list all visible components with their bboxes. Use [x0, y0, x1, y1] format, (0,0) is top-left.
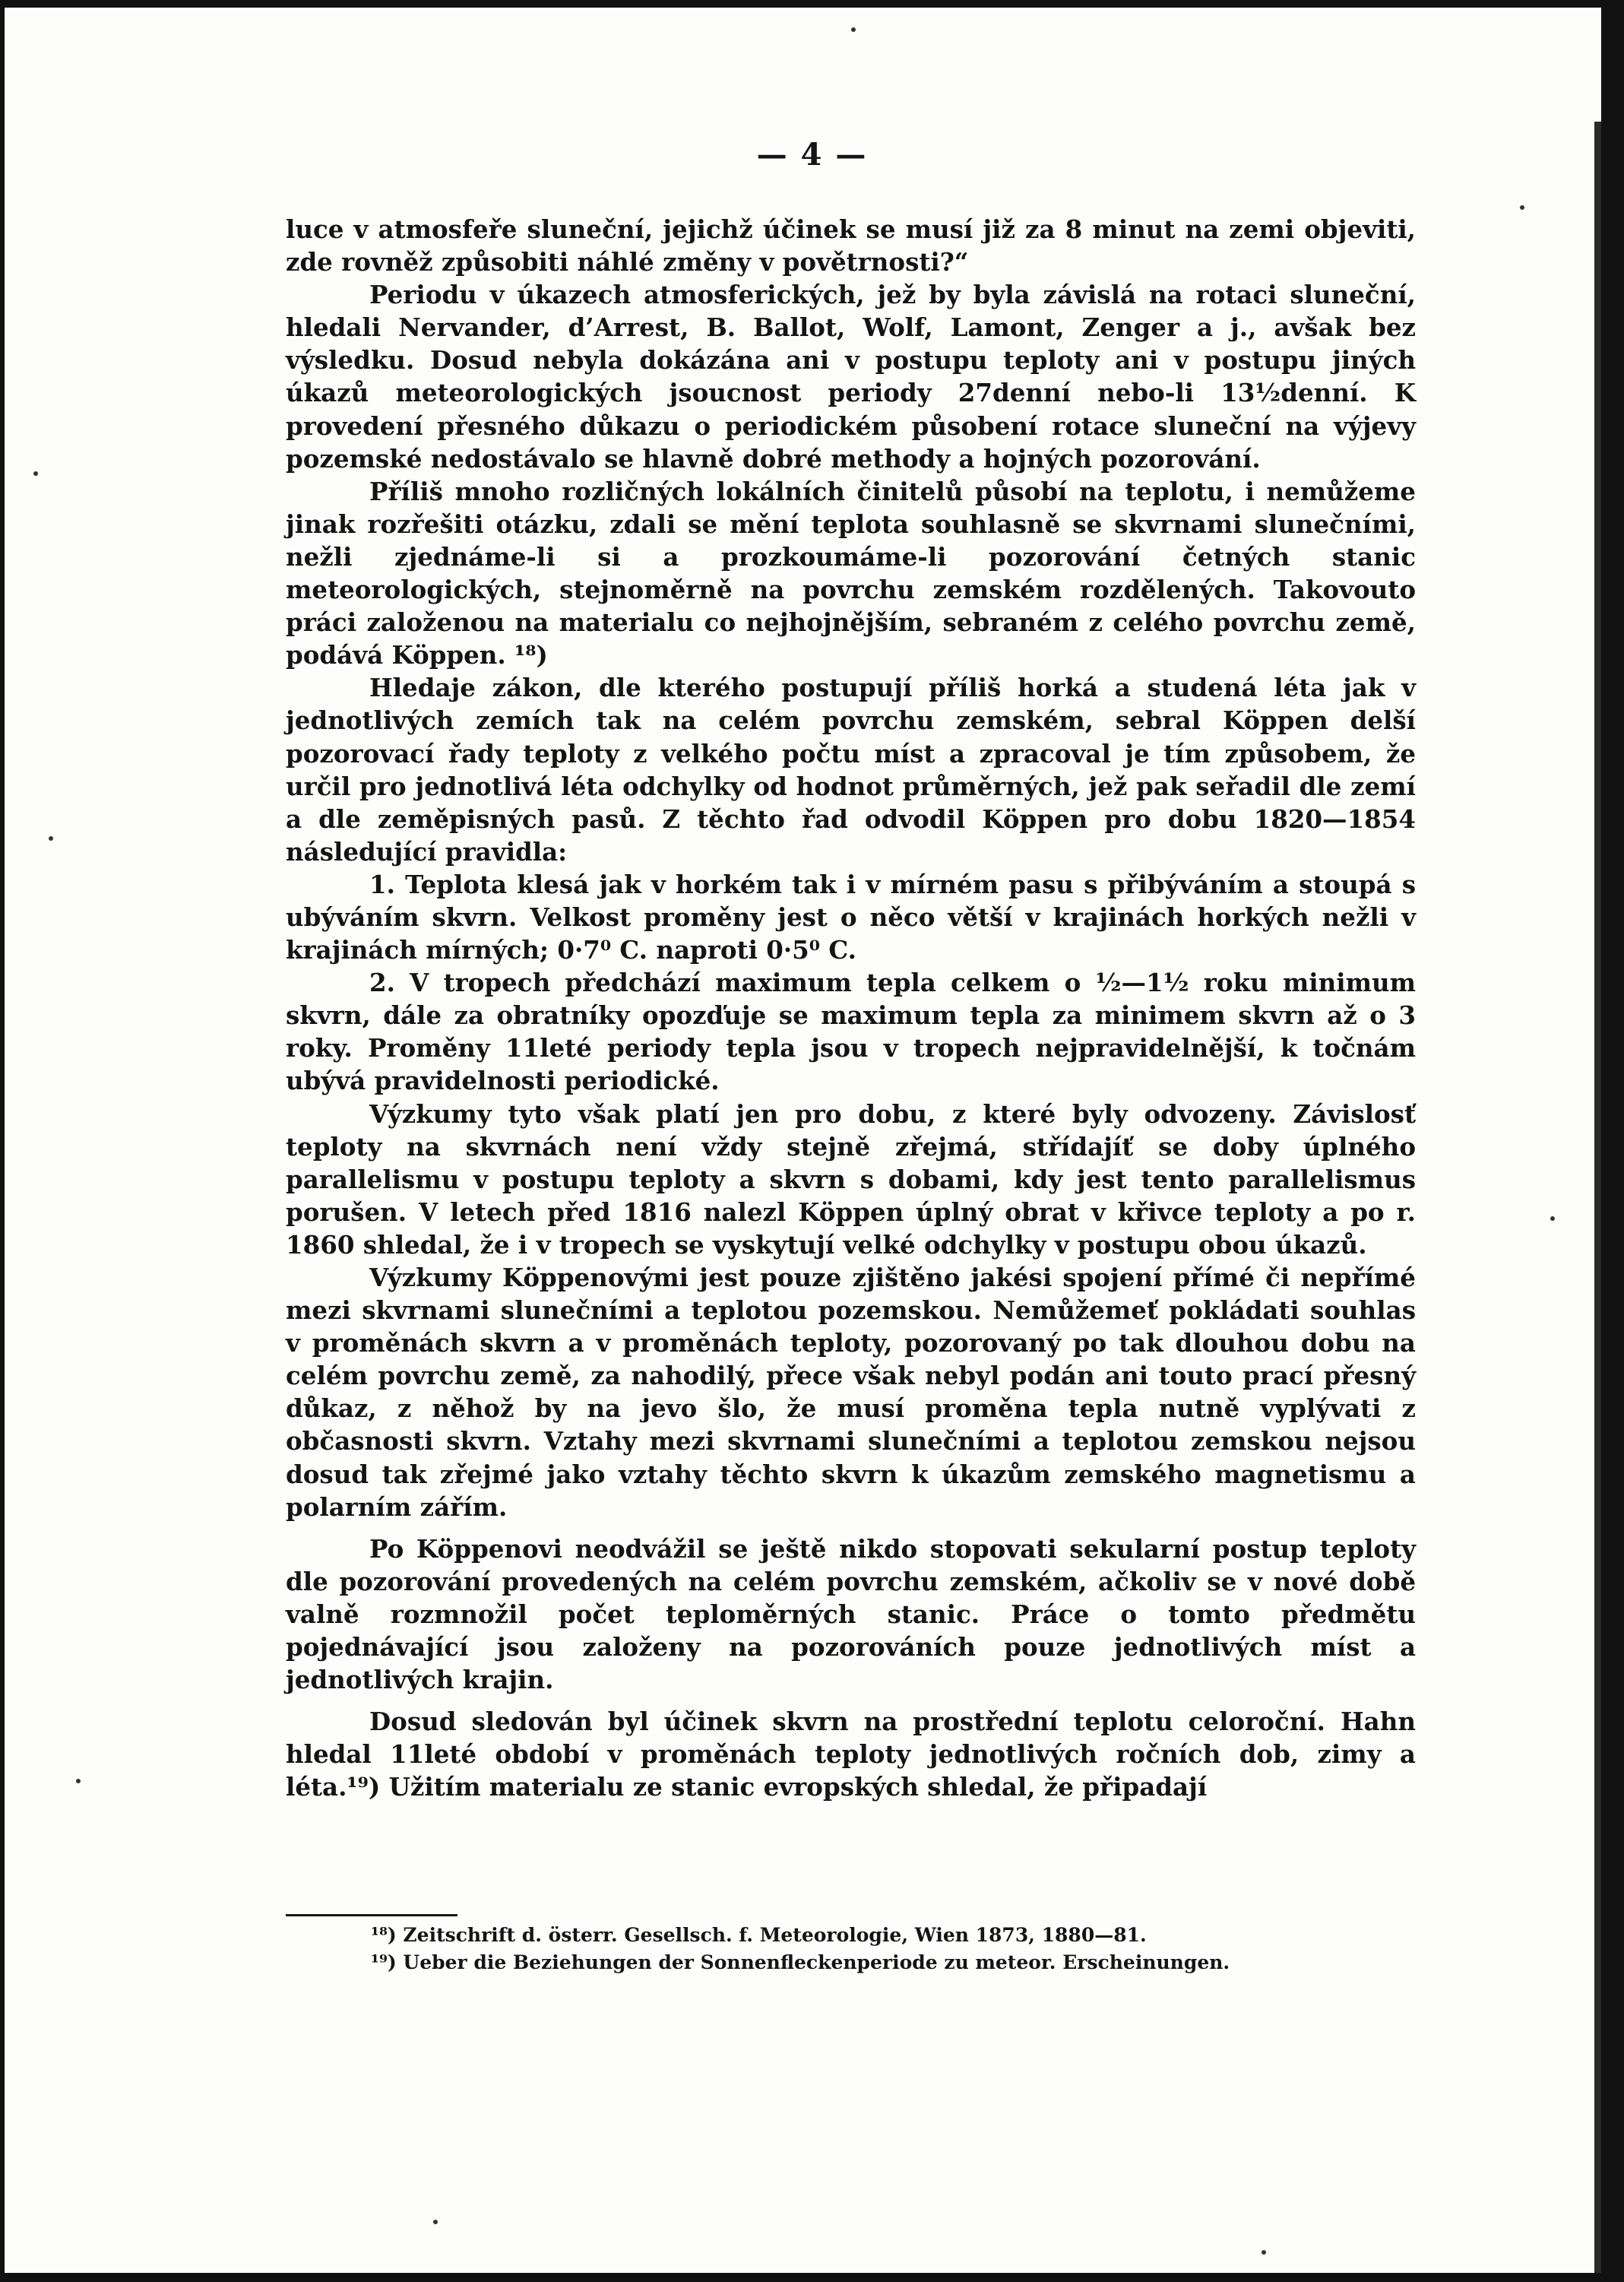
scan-speck: [1520, 205, 1524, 210]
rule-2: 2. V tropech předchází maximum tepla celkem o ½—1½ roku minimum skvrn, dále za obratníky opozďuje se maximum tepla za minimem skvrn až o 3 roky. Proměny 11leté periody tepla jsou v tropech nejpravidelnější, k točnám ubývá pravidelnosti periodické.: [286, 968, 1416, 1096]
body-text: [286, 213, 1416, 1804]
footnote-18: ¹⁸) Zeitschrift d. österr. Gesellsch. f. Meteorologie, Wien 1873, 1880—81.: [371, 1924, 1147, 1946]
scan-speck: [33, 471, 38, 476]
scan-border-right: [1601, 0, 1624, 2282]
paragraph-8: Dosud sledován byl účinek skvrn na prostřední teplotu celoroční. Hahn hledal 11leté období v proměnách teploty jednotlivých ročních dob, zimy a léta.¹⁹) Užitím materialu ze stanic evropských shledal, že připadají: [286, 1707, 1416, 1802]
paragraph-2: Periodu v úkazech atmosferických, jež by byla závislá na rotaci sluneční, hledali Nervander, d’Arrest, B. Ballot, Wolf, Lamont, Zenger a j., avšak bez výsledku. Dosud nebyla dokázána ani v postupu teploty ani v postupu jiných úkazů meteorologických jsoucnost periody 27denní nebo-li 13½denní. K provedení přesného důkazu o periodickém působení rotace sluneční na výjevy pozemské nedostávalo se hlavně dobré methody a hojných pozorování.: [286, 280, 1416, 474]
scan-border-bottom: [0, 2273, 1624, 2282]
scan-border-top: [0, 0, 1624, 8]
scan-speck: [433, 2220, 438, 2224]
scan-speck: [851, 27, 856, 32]
footnotes: [371, 1922, 1435, 1976]
scan-speck: [76, 1779, 81, 1783]
rule-1: 1. Teplota klesá jak v horkém tak i v mírném pasu s přibýváním a stoupá s ubýváním skvrn. Velkost proměny jest o něco větší v krajinách horkých nežli v krajinách mírných; 0·7⁰ C. naproti 0·5⁰ C.: [286, 869, 1416, 965]
scan-border-left: [0, 0, 5, 2282]
scan-border-right-shadow: [1594, 122, 1601, 2273]
footnote-divider: [286, 1914, 457, 1916]
scan-speck: [49, 836, 53, 841]
footnote-19: ¹⁹) Ueber die Beziehungen der Sonnenfleckenperiode zu meteor. Erscheinungen.: [371, 1951, 1230, 1973]
page-number: — 4 —: [756, 137, 868, 173]
paragraph-1: luce v atmosfeře sluneční, jejichž účinek se musí již za 8 minut na zemi objeviti, zde rovněž způsobiti náhlé změny v povětrnosti?“: [286, 214, 1416, 277]
paragraph-3: Příliš mnoho rozličných lokálních činitelů působí na teplotu, i nemůžeme jinak rozřešiti otázku, zdali se mění teplota souhlasně se skvrnami slunečními, nežli zjednáme-li si a prozkoumáme-li pozorování četných stanic meteorologických, stejnoměrně na povrchu zemském rozdělených. Takovouto práci založenou na materialu co nejhojnějším, sebraném z celého povrchu země, podává Köppen. ¹⁸): [286, 476, 1416, 670]
scan-speck: [1550, 1216, 1555, 1221]
scan-speck: [1262, 2250, 1266, 2255]
paragraph-6: Výzkumy Köppenovými jest pouze zjištěno jakési spojení přímé či nepřímé mezi skvrnami slunečními a teplotou pozemskou. Nemůžemeť pokládati souhlas v proměnách skvrn a v proměnách teploty, pozorovaný po tak dlouhou dobu na celém povrchu země, za nahodilý, přece však nebyl podán ani touto prací přesný důkaz, z něhož by na jevo šlo, že musí proměna tepla nutně vyplývati z občasnosti skvrn. Vztahy mezi skvrnami slunečními a teplotou zemskou nejsou dosud tak zřejmé jako vztahy těchto skvrn k úkazům zemského magnetismu a polarním zářím.: [286, 1263, 1416, 1522]
paragraph-5: Výzkumy tyto však platí jen pro dobu, z které byly odvozeny. Závislosť teploty na skvrnách není vždy stejně zřejmá, střídajíť se doby úplného parallelismu v postupu teploty a skvrn s dobami, kdy jest tento parallelismus porušen. V letech před 1816 nalezl Köppen úplný obrat v křivce teploty a po r. 1860 shledal, že i v tropech se vyskytují velké odchylky v postupu obou úkazů.: [286, 1098, 1416, 1260]
paragraph-7: Po Köppenovi neodvážil se ještě nikdo stopovati sekularní postup teploty dle pozorování provedených na celém povrchu zemském, ačkoliv se v nové době valně rozmnožil počet teploměrných stanic. Práce o tomto předmětu pojednávající jsou založeny na pozorováních pouze jednotlivých míst a jednotlivých krajin.: [286, 1533, 1416, 1695]
paragraph-4: Hledaje zákon, dle kterého postupují příliš horká a studená léta jak v jednotlivých zemích tak na celém povrchu zemském, sebral Köppen delší pozorovací řady teploty z velkého počtu míst a zpracoval je tím způsobem, že určil pro jednotlivá léta odchylky od hodnot průměrných, jež pak seřadil dle zemí a dle zeměpisných pasů. Z těchto řad odvodil Köppen pro dobu 1820—1854 následující pravidla:: [286, 673, 1416, 867]
